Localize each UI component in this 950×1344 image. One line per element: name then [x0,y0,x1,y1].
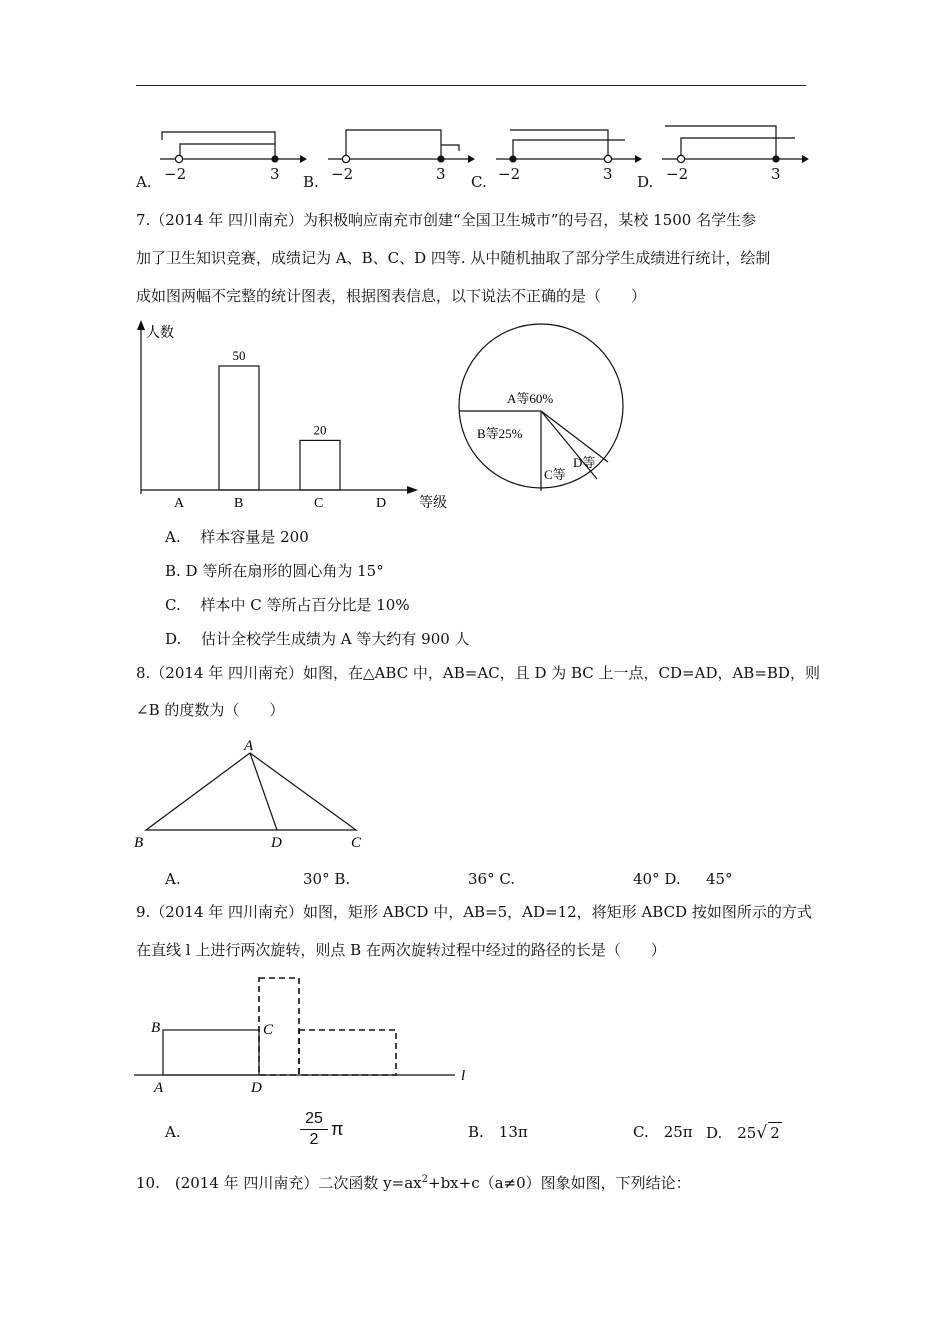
q8-triangle-figure [130,735,380,855]
bar-value-label-c: 20 [313,422,327,438]
q10-stem-end: +bx+c（a≠0）图象如图，下列结论： [428,1174,691,1192]
bar-chart-cat-a: A [174,496,185,511]
q8-option-a[interactable]: A. [165,870,181,888]
q6-option-b-figure [328,130,475,163]
q7-option-a[interactable]: A. 样本容量是 200 [165,528,309,546]
q6-option-b-right-label: 3 [436,165,446,183]
q9-line-l-label: l [461,1068,466,1084]
q8-option-b-value[interactable]: 36° C. [468,870,516,888]
q9-rotation-2 [299,1030,396,1075]
q9-option-d-radicand: 2 [770,1124,780,1142]
q6-option-a-right-label: 3 [270,165,280,183]
q9-point-a: A [154,1080,164,1096]
bar-chart-y-arrow [137,320,145,330]
q7-bar-chart [126,318,466,518]
q9-option-d-prefix: D. 25 [706,1124,757,1142]
bar-chart-cat-c: C [314,496,324,511]
q9-option-a-fraction[interactable] [300,1110,328,1149]
q9-option-d[interactable] [706,1122,782,1143]
q8-point-a: A [244,738,254,754]
q7-stem-line-1: 7.（2014 年 四川南充）为积极响应南充市创建“全国卫生城市”的号召，某校 1500 名学生参 [136,211,757,229]
q6-option-d-left-label: −2 [666,165,689,183]
q6-option-d-right-label: 3 [771,165,781,183]
q7-stem-line-2: 加了卫生知识竞赛，成绩记为 A、B、C、D 四等. 从中随机抽取了部分学生成绩进行统计，绘制 [136,249,771,267]
q7-pie-chart [452,320,632,500]
bar-chart-y-label: 人数 [146,326,174,341]
bar-value-label-b: 50 [232,348,246,363]
bar-b [219,366,259,490]
q9-option-a-pi: π [331,1119,344,1139]
q8-stem-line-2: ∠B 的度数为（ ） [136,701,285,719]
q10-stem-start: 10. (2014 年 四川南充）二次函数 y=ax [136,1174,422,1192]
q6-option-c-letter[interactable]: C. [471,173,487,191]
fraction-denominator: 2 [309,1131,319,1148]
pie-label-b: B等25% [477,426,523,441]
q10-stem [136,1170,691,1193]
q6-option-a-letter[interactable]: A. [136,173,152,191]
q7-option-c[interactable]: C. 样本中 C 等所占百分比是 10% [165,596,410,614]
q7-option-d[interactable]: D. 估计全校学生成绩为 A 等大约有 900 人 [165,630,470,648]
q7-stem-line-3: 成如图两幅不完整的统计图表，根据图表信息，以下说法不正确的是（ ） [136,287,647,305]
q8-stem-line-1: 8.（2014 年 四川南充）如图，在△ABC 中，AB=AC，且 D 为 BC 上一点，CD=AD，AB=BD，则 [136,664,820,682]
q9-option-b[interactable]: B. 13π [468,1123,528,1141]
fraction-numerator: 25 [305,1110,323,1127]
sqrt-icon: √ [756,1123,768,1143]
q9-stem-line-2: 在直线 l 上进行两次旋转，则点 B 在两次旋转过程中经过的路径的长是（ ） [136,941,666,959]
pie-label-a: A等60% [507,391,554,406]
pie-label-d: D等 [573,455,596,470]
q9-option-c[interactable]: C. 25π [633,1123,693,1141]
q7-option-b[interactable]: B. D 等所在扇形的圆心角为 15° [165,562,384,580]
q8-option-d-value[interactable]: 45° [706,870,733,888]
q8-point-c: C [351,835,362,851]
q10-exponent: 2 [421,1174,429,1185]
q6-option-c-figure [496,130,642,163]
q6-option-c-left-label: −2 [498,165,521,183]
bar-c [300,440,340,490]
q9-rectangle-figure [130,968,480,1098]
q6-option-a-figure [160,132,307,163]
q8-option-c-value[interactable]: 40° D. [633,870,681,888]
header-rule [136,85,806,86]
q6-option-c-right-label: 3 [603,165,613,183]
q9-stem-line-1: 9.（2014 年 四川南充）如图，矩形 ABCD 中，AB=5，AD=12，将矩形 ABCD 按如图所示的方式 [136,903,812,921]
q8-point-b: B [134,835,144,851]
q6-option-b-left-label: −2 [331,165,354,183]
pie-label-c: C等 [544,467,566,482]
q6-option-d-letter[interactable]: D. [637,173,654,191]
q8-point-d: D [271,835,282,851]
q8-option-a-value[interactable]: 30° B. [303,870,351,888]
q6-option-a-left-label: −2 [164,165,187,183]
fraction-bar [300,1129,328,1130]
q6-option-d-figure [662,126,809,163]
bar-chart-x-label: 等级 [419,496,447,511]
q9-point-c: C [263,1022,274,1038]
q9-option-a[interactable]: A. [165,1123,181,1141]
bar-chart-x-arrow [407,486,418,494]
q6-option-b-letter[interactable]: B. [303,173,319,191]
bar-chart-cat-b: B [234,496,244,511]
q9-point-b: B [151,1020,161,1036]
q9-point-d: D [251,1080,262,1096]
q9-rectangle-abcd [163,1030,259,1075]
bar-chart-cat-d: D [376,496,387,511]
